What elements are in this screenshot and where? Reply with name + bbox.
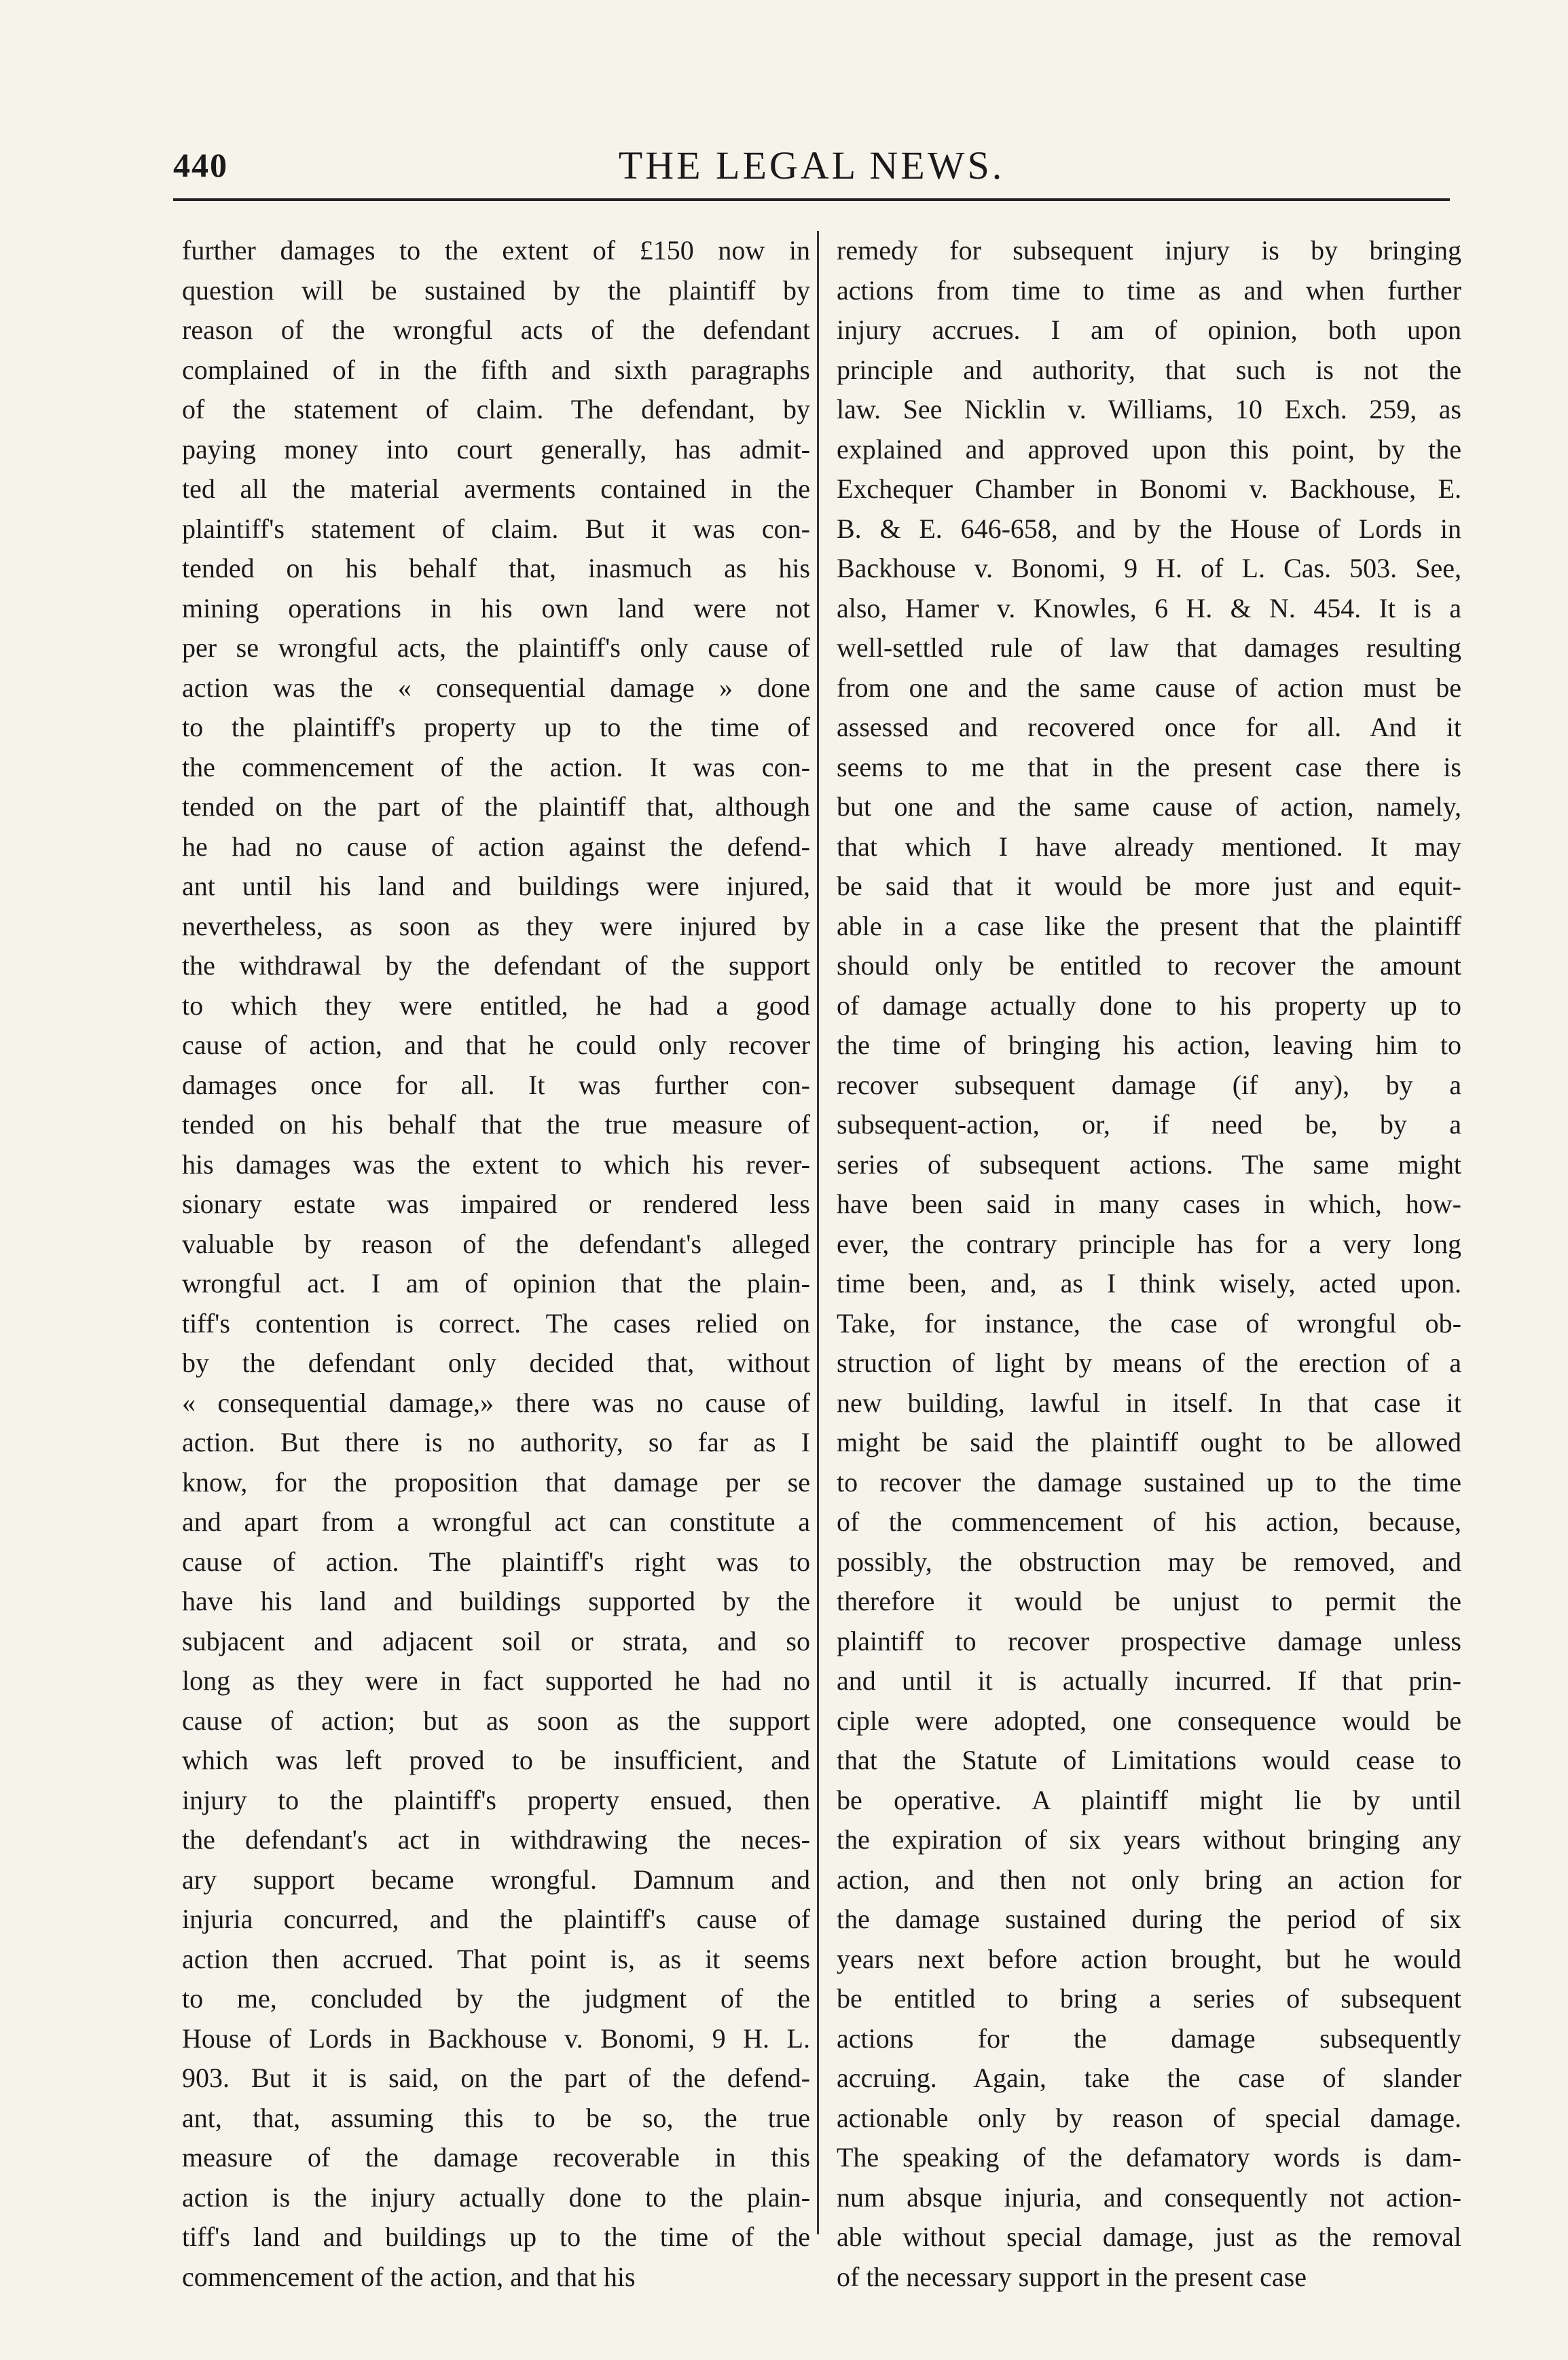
text-line: tiff's contention is correct. The cases relied on bbox=[182, 1307, 810, 1339]
text-line: new building, lawful in itself. In that case it bbox=[837, 1387, 1461, 1418]
text-line: nevertheless, as soon as they were injured by bbox=[182, 910, 810, 941]
text-line: therefore it would be unjust to permit the bbox=[837, 1586, 1461, 1616]
text-line: action. But there is no authority, so far as I bbox=[182, 1427, 810, 1457]
text-line: « consequential damage,» there was no cause of bbox=[182, 1387, 810, 1418]
text-line: injury accrues. I am of opinion, both upon bbox=[837, 314, 1461, 345]
text-line: actionable only by reason of special damage. bbox=[837, 2102, 1461, 2133]
text-line: from one and the same cause of action must be bbox=[837, 672, 1461, 703]
text-line: he had no cause of action against the defend- bbox=[182, 831, 810, 862]
text-line: long as they were in fact supported he had no bbox=[182, 1665, 810, 1696]
text-line: years next before action brought, but he would bbox=[837, 1943, 1461, 1974]
text-line: Take, for instance, the case of wrongful ob- bbox=[837, 1307, 1461, 1339]
text-line: law. See Nicklin v. Williams, 10 Exch. 259, as bbox=[837, 394, 1461, 424]
text-line: and apart from a wrongful act can constitute a bbox=[182, 1506, 810, 1537]
text-line: Backhouse v. Bonomi, 9 H. of L. Cas. 503. See, bbox=[837, 553, 1461, 583]
text-line: ciple were adopted, one consequence would be bbox=[837, 1705, 1461, 1736]
text-line: plaintiff to recover prospective damage unless bbox=[837, 1625, 1461, 1656]
text-line: sionary estate was impaired or rendered less bbox=[182, 1188, 810, 1219]
text-line: further damages to the extent of £150 now in bbox=[182, 235, 810, 266]
text-line: tended on the part of the plaintiff that, although bbox=[182, 791, 810, 822]
text-line: the defendant's act in withdrawing the neces- bbox=[182, 1824, 810, 1855]
text-line: ever, the contrary principle has for a very long bbox=[837, 1228, 1461, 1259]
text-line: struction of light by means of the erection of a bbox=[837, 1347, 1461, 1378]
text-line: paying money into court generally, has admit- bbox=[182, 433, 810, 465]
text-line: wrongful act. I am of opinion that the plain- bbox=[182, 1268, 810, 1299]
text-line: cause of action. The plaintiff's right was to bbox=[182, 1546, 810, 1577]
text-line: be entitled to bring a series of subsequent bbox=[837, 1983, 1461, 2014]
text-line: tended on his behalf that the true measure of bbox=[182, 1109, 810, 1140]
text-line: the commencement of the action. It was con- bbox=[182, 751, 810, 782]
text-line: to the plaintiff's property up to the time of bbox=[182, 712, 810, 742]
text-line: action is the injury actually done to the plain- bbox=[182, 2181, 810, 2213]
text-line: House of Lords in Backhouse v. Bonomi, 9 H. L. bbox=[182, 2022, 810, 2054]
column-divider bbox=[817, 231, 819, 2234]
text-line: should only be entitled to recover the amount bbox=[837, 950, 1461, 981]
text-line: but one and the same cause of action, namely, bbox=[837, 791, 1461, 822]
text-line: B. & E. 646-658, and by the House of Lords in bbox=[837, 513, 1461, 544]
text-line: the time of bringing his action, leaving him to bbox=[837, 1030, 1461, 1060]
text-line: possibly, the obstruction may be removed, and bbox=[837, 1546, 1461, 1577]
text-line: his damages was the extent to which his rever- bbox=[182, 1148, 810, 1180]
text-line: Exchequer Chamber in Bonomi v. Backhouse, E. bbox=[837, 473, 1461, 504]
right-column bbox=[837, 231, 1461, 2297]
page-title: THE LEGAL NEWS. bbox=[618, 143, 1005, 187]
text-line: have been said in many cases in which, how- bbox=[837, 1188, 1461, 1219]
text-line: that which I have already mentioned. It may bbox=[837, 831, 1461, 862]
text-line: damages once for all. It was further con- bbox=[182, 1069, 810, 1100]
text-line: injuria concurred, and the plaintiff's cause of bbox=[182, 1904, 810, 1934]
text-line: also, Hamer v. Knowles, 6 H. & N. 454. It is a bbox=[837, 592, 1461, 623]
text-line: ary support became wrongful. Damnum and bbox=[182, 1864, 810, 1895]
text-line: question will be sustained by the plaintiff by bbox=[182, 274, 810, 306]
text-line: 903. But it is said, on the part of the defend- bbox=[182, 2063, 810, 2093]
text-line: know, for the proposition that damage per se bbox=[182, 1466, 810, 1497]
text-line: action, and then not only bring an action for bbox=[837, 1864, 1461, 1895]
text-line: action then accrued. That point is, as it seems bbox=[182, 1943, 810, 1974]
text-line: actions from time to time as and when further bbox=[837, 274, 1461, 306]
text-line: action was the « consequential damage » done bbox=[182, 672, 810, 703]
text-line: well-settled rule of law that damages resulting bbox=[837, 632, 1461, 663]
left-column bbox=[182, 231, 810, 2297]
text-line: able in a case like the present that the plaintiff bbox=[837, 910, 1461, 941]
text-line: able without special damage, just as the removal bbox=[837, 2221, 1461, 2252]
text-line: time been, and, as I think wisely, acted upon. bbox=[837, 1268, 1461, 1299]
text-line: measure of the damage recoverable in this bbox=[182, 2142, 810, 2173]
text-line: commencement of the action, and that his bbox=[182, 2261, 636, 2292]
text-line: to me, concluded by the judgment of the bbox=[182, 1983, 810, 2014]
text-line: The speaking of the defamatory words is dam- bbox=[837, 2142, 1461, 2173]
text-line: complained of in the fifth and sixth paragraphs bbox=[182, 354, 810, 385]
text-line: of damage actually done to his property up to bbox=[837, 990, 1461, 1021]
text-line: plaintiff's statement of claim. But it was con- bbox=[182, 513, 810, 544]
text-line: of the statement of claim. The defendant, by bbox=[182, 394, 810, 424]
text-line: actions for the damage subsequently bbox=[837, 2022, 1461, 2054]
text-line: accruing. Again, take the case of slander bbox=[837, 2063, 1461, 2093]
text-line: reason of the wrongful acts of the defendant bbox=[182, 314, 810, 345]
text-line: cause of action, and that he could only recover bbox=[182, 1030, 810, 1060]
text-line: valuable by reason of the defendant's alleged bbox=[182, 1228, 810, 1259]
text-line: that the Statute of Limitations would cease to bbox=[837, 1745, 1461, 1775]
text-line: principle and authority, that such is not the bbox=[837, 354, 1461, 385]
text-line: tiff's land and buildings up to the time of the bbox=[182, 2221, 810, 2252]
text-line: the damage sustained during the period of six bbox=[837, 1904, 1461, 1934]
text-line: subsequent-action, or, if need be, by a bbox=[837, 1109, 1461, 1140]
text-line: of the necessary support in the present case bbox=[837, 2261, 1307, 2292]
text-line: cause of action; but as soon as the support bbox=[182, 1705, 810, 1736]
text-line: have his land and buildings supported by the bbox=[182, 1586, 810, 1616]
text-line: explained and approved upon this point, by the bbox=[837, 433, 1461, 465]
text-line: mining operations in his own land were not bbox=[182, 592, 810, 623]
text-line: and until it is actually incurred. If that prin- bbox=[837, 1665, 1461, 1696]
text-line: assessed and recovered once for all. And it bbox=[837, 712, 1461, 742]
text-line: might be said the plaintiff ought to be allowed bbox=[837, 1427, 1461, 1457]
text-line: remedy for subsequent injury is by bringing bbox=[837, 235, 1461, 266]
text-line: ant until his land and buildings were injured, bbox=[182, 871, 810, 901]
text-line: tended on his behalf that, inasmuch as his bbox=[182, 553, 810, 583]
text-line: of the commencement of his action, because, bbox=[837, 1506, 1461, 1537]
text-line: be said that it would be more just and equit- bbox=[837, 871, 1461, 901]
text-line: injury to the plaintiff's property ensued, then bbox=[182, 1784, 810, 1815]
text-line: num absque injuria, and consequently not action- bbox=[837, 2181, 1461, 2213]
page-number: 440 bbox=[173, 146, 228, 184]
text-line: the withdrawal by the defendant of the support bbox=[182, 950, 810, 981]
text-line: to which they were entitled, he had a good bbox=[182, 990, 810, 1021]
text-line: subjacent and adjacent soil or strata, and so bbox=[182, 1625, 810, 1656]
text-line: per se wrongful acts, the plaintiff's only cause of bbox=[182, 632, 810, 663]
text-line: which was left proved to be insufficient, and bbox=[182, 1745, 810, 1775]
header-rule bbox=[173, 198, 1450, 201]
page-header bbox=[173, 122, 1450, 204]
text-line: to recover the damage sustained up to the time bbox=[837, 1466, 1461, 1497]
text-line: by the defendant only decided that, without bbox=[182, 1347, 810, 1378]
text-line: seems to me that in the present case there is bbox=[837, 751, 1461, 782]
text-line: ant, that, assuming this to be so, the true bbox=[182, 2102, 810, 2133]
text-line: be operative. A plaintiff might lie by until bbox=[837, 1784, 1461, 1815]
text-line: series of subsequent actions. The same might bbox=[837, 1148, 1461, 1180]
text-line: the expiration of six years without bringing any bbox=[837, 1824, 1461, 1855]
text-line: recover subsequent damage (if any), by a bbox=[837, 1069, 1461, 1100]
text-line: ted all the material averments contained in the bbox=[182, 473, 810, 504]
